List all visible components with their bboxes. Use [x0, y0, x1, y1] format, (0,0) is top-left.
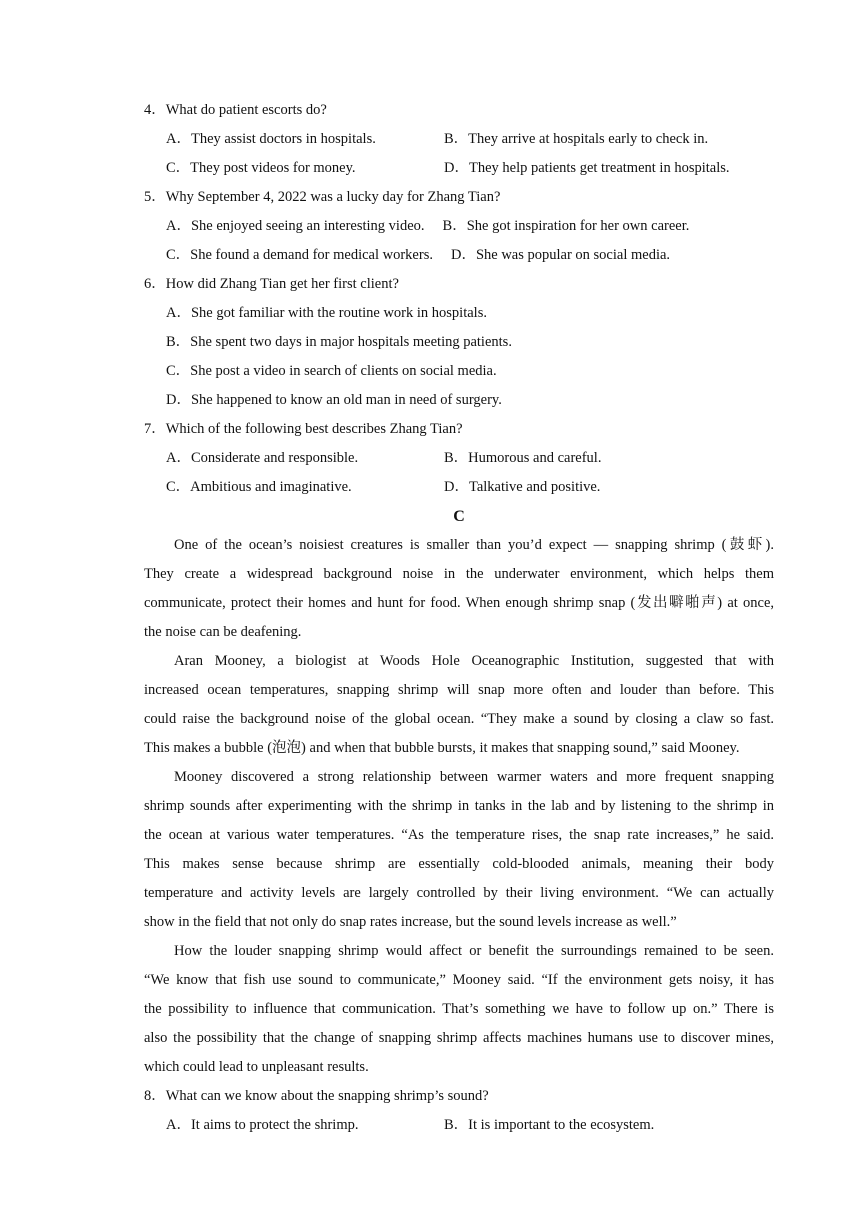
question-7-row-2 [144, 473, 774, 502]
question-4-row-1 [144, 125, 774, 154]
passage-line: They create a widespread background noise in the underwater environment, which helps them [144, 566, 774, 582]
option-a: A．She enjoyed seeing an interesting video. [166, 218, 425, 234]
passage-line: increased ocean temperatures, snapping shrimp will snap more often and louder than before. This [144, 682, 774, 698]
question-8-row-1 [144, 1111, 774, 1140]
option-d: D．She happened to know an old man in need of surgery. [166, 392, 502, 408]
question-7-row-1 [144, 444, 774, 473]
passage-line: shrimp sounds after experimenting with the shrimp in tanks in the lab and by listening to the shrimp in [144, 798, 774, 814]
passage-paragraph-2 [144, 647, 774, 763]
passage-paragraph-3 [144, 763, 774, 937]
section-title: C [453, 508, 465, 525]
option-d: D．They help patients get treatment in hospitals. [444, 160, 730, 176]
question-6-stem: 6．How did Zhang Tian get her first client? [144, 276, 399, 292]
passage-line: This makes a bubble (泡泡) and when that bubble bursts, it makes that snapping sound,” said Mooney. [144, 740, 740, 756]
option-b: B．Humorous and careful. [444, 450, 602, 466]
passage-paragraph-4 [144, 937, 774, 1082]
question-4-row-2 [144, 154, 774, 183]
option-c: C．She post a video in search of clients on social media. [166, 363, 497, 379]
passage-line: show in the field that not only do snap rates increase, but the sound levels increase as well.” [144, 914, 677, 930]
question-5-row-2 [144, 241, 774, 270]
option-a: A．It aims to protect the shrimp. [166, 1117, 359, 1133]
passage-line: the possibility to influence that communication. That’s something we have to follow up on.” There is [144, 1001, 774, 1017]
passage-line: could raise the background noise of the global ocean. “They make a sound by closing a claw so fast. [144, 711, 774, 727]
option-c: C．They post videos for money. [166, 160, 356, 176]
question-8-stem: 8．What can we know about the snapping shrimp’s sound? [144, 1088, 489, 1104]
passage-line: communicate, protect their homes and hunt for food. When enough shrimp snap (发出噼啪声) at once, [144, 595, 774, 611]
option-c: C．Ambitious and imaginative. [166, 479, 352, 495]
option-a: A．She got familiar with the routine work in hospitals. [166, 305, 487, 321]
passage-line: Mooney discovered a strong relationship between warmer waters and more frequent snapping [174, 769, 774, 785]
passage-line: temperature and activity levels are largely controlled by their living environment. “We can actually [144, 885, 774, 901]
passage-paragraph-1 [144, 531, 774, 647]
passage-line: One of the ocean’s noisiest creatures is smaller than you’d expect — snapping shrimp (鼓虾). [174, 537, 774, 553]
option-b: B．She spent two days in major hospitals meeting patients. [166, 334, 512, 350]
option-d: D．Talkative and positive. [444, 479, 601, 495]
passage-line: also the possibility that the change of snapping shrimp affects machines humans use to discover mines, [144, 1030, 774, 1046]
question-7-stem: 7．Which of the following best describes Zhang Tian? [144, 421, 463, 437]
passage-line: the ocean at various water temperatures. “As the temperature rises, the snap rate increases,” he said. [144, 827, 774, 843]
question-5-row-1 [144, 212, 774, 241]
passage-line: which could lead to unpleasant results. [144, 1059, 369, 1075]
passage-line: the noise can be deafening. [144, 624, 302, 640]
passage-line: Aran Mooney, a biologist at Woods Hole Oceanographic Institution, suggested that with [174, 653, 774, 669]
question-4-stem: 4．What do patient escorts do? [144, 102, 327, 118]
passage-line: How the louder snapping shrimp would affect or benefit the surroundings remained to be seen. [174, 943, 774, 959]
option-d: D．She was popular on social media. [450, 247, 671, 263]
option-b: B．She got inspiration for her own career. [442, 218, 690, 234]
option-b: B．It is important to the ecosystem. [444, 1117, 655, 1133]
passage-line: This makes sense because shrimp are essentially cold-blooded animals, meaning their body [144, 856, 774, 872]
option-c: C．She found a demand for medical workers. [166, 247, 433, 263]
option-a: A．Considerate and responsible. [166, 450, 359, 466]
option-b: B．They arrive at hospitals early to check in. [444, 131, 709, 147]
option-a: A．They assist doctors in hospitals. [166, 131, 376, 147]
exam-page [144, 96, 774, 1140]
passage-line: “We know that fish use sound to communicate,” Mooney said. “If the environment gets noisy, it has [144, 972, 774, 988]
question-5-stem: 5．Why September 4, 2022 was a lucky day for Zhang Tian? [144, 189, 501, 205]
